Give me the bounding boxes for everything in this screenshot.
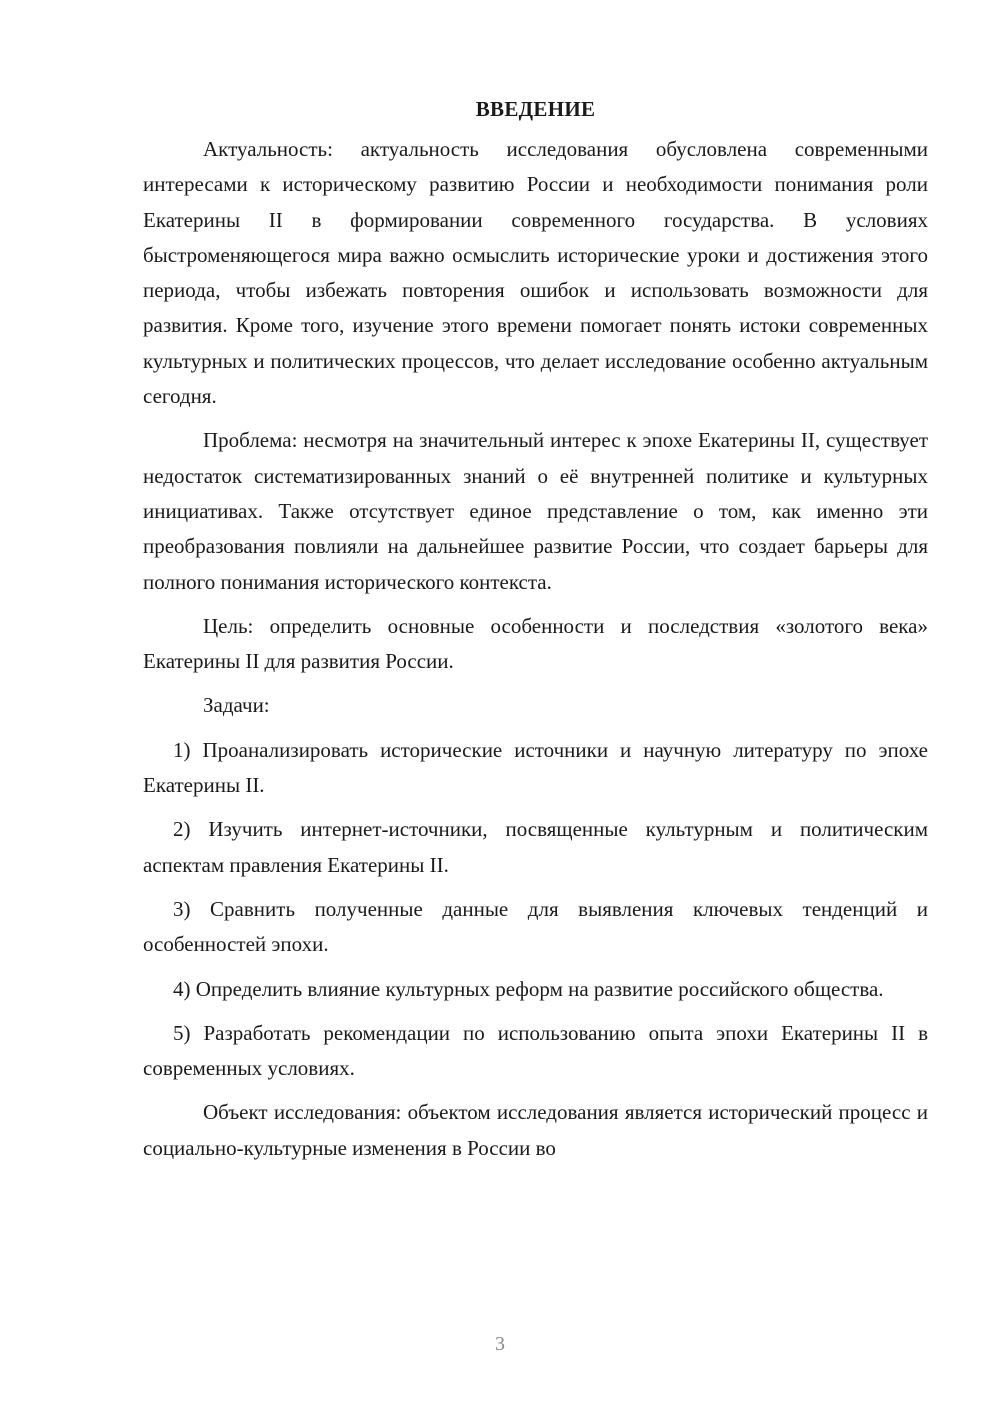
- task-item-2: 2) Изучить интернет-источники, посвященные культурным и политическим аспектам правления Екатерины II.: [143, 817, 928, 877]
- task-item-3: 3) Сравнить полученные данные для выявления ключевых тенденций и особенностей эпохи.: [143, 896, 928, 957]
- page-number: 3: [495, 1333, 505, 1355]
- task-item-1: 1) Проанализировать исторические источники и научную литературу по эпохе Екатерины II.: [143, 737, 928, 798]
- task-item-5: 5) Разработать рекомендации по использованию опыта эпохи Екатерины II в современных условиях.: [143, 1020, 928, 1081]
- object-paragraph: Объект исследования: объектом исследования является исторический процесс и социально-культурные изменения в России во: [143, 1100, 928, 1160]
- task-item-4: 4) Определить влияние культурных реформ на развитие российского общества.: [173, 976, 884, 1001]
- tasks-label: Задачи:: [203, 693, 270, 718]
- problem-paragraph: Проблема: несмотря на значительный интерес к эпохе Екатерины II, существует недостаток систематизированных знаний о её внутренней политике и культурных инициативах. Также отсутствует единое представление о том, как именно эти преобразования повлияли на дальнейшее развитие России, что создает барьеры для полного понимания исторического контекста.: [143, 428, 928, 594]
- page-content: [143, 94, 928, 1175]
- goal-paragraph: Цель: определить основные особенности и последствия «золотого века» Екатерины II для развития России.: [143, 613, 928, 674]
- relevance-paragraph: Актуальность: актуальность исследования обусловлена современными интересами к историческому развитию России и необходимости понимания роли Екатерины II в формировании современного государства. В условиях быстроменяющегося мира важно осмыслить исторические уроки и достижения этого периода, чтобы избежать повторения ошибок и использовать возможности для развития. Кроме того, изучение этого времени помогает понять истоки современных культурных и политических процессов, что делает исследование особенно актуальным сегодня.: [143, 137, 928, 409]
- section-heading: ВВЕДЕНИЕ: [475, 97, 596, 121]
